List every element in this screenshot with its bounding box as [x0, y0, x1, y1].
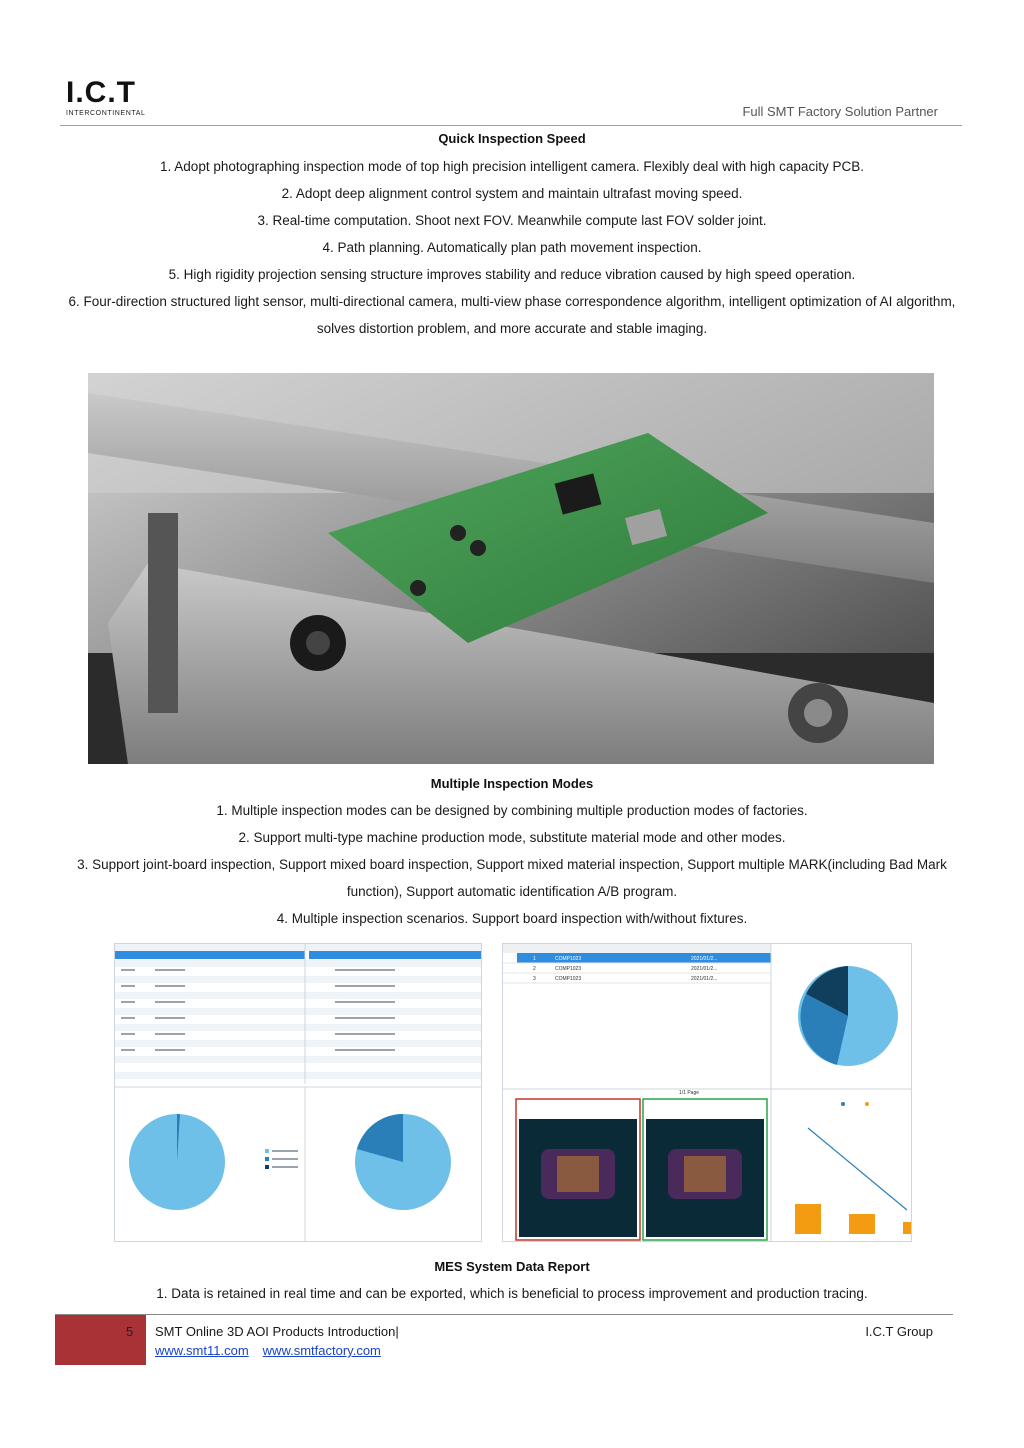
row-3-date: 2021/01/2... [691, 976, 718, 982]
link-smt11[interactable]: www.smt11.com [155, 1343, 249, 1358]
footer-divider [55, 1314, 953, 1315]
row-2-name: COMP1023 [555, 966, 582, 972]
list-item: 1. Multiple inspection modes can be designed by combining multiple production modes of factories. [216, 803, 808, 818]
link-smtfactory[interactable]: www.smtfactory.com [262, 1343, 381, 1358]
section-title-mes: MES System Data Report [434, 1259, 590, 1274]
company-logo [66, 78, 176, 122]
footer-accent-block [55, 1315, 146, 1365]
row-1-id: 1 [533, 956, 536, 962]
section-modes-text [60, 797, 964, 932]
row-2-id: 2 [533, 966, 536, 972]
mes-report-screenshot-1 [114, 943, 482, 1242]
mes-report-screenshot-2 [502, 943, 912, 1242]
list-item: 4. Path planning. Automatically plan path movement inspection. [322, 240, 702, 255]
row-3-id: 3 [533, 976, 536, 982]
list-item: 1. Data is retained in real time and can be exported, which is beneficial to process improvement and production tracing. [156, 1286, 868, 1301]
list-item: 2. Support multi-type machine production mode, substitute material mode and other modes. [238, 830, 786, 845]
logo-subtitle: INTERCONTINENTAL [66, 110, 146, 117]
pie1-legend [265, 1149, 298, 1169]
section-title-speed: Quick Inspection Speed [438, 131, 586, 146]
logo-text: I.C.T [66, 76, 136, 109]
section-title-modes: Multiple Inspection Modes [430, 776, 594, 791]
list-item: 4. Multiple inspection scenarios. Support board inspection with/without fixtures. [276, 911, 748, 926]
footer-doc-title: SMT Online 3D AOI Products Introduction| [155, 1324, 399, 1339]
row-1-name: COMP1023 [555, 956, 582, 962]
row-1-date: 2021/01/2... [691, 956, 718, 962]
header-divider [60, 125, 962, 126]
section-speed-text [60, 153, 964, 342]
aoi-machine-photo [88, 373, 934, 764]
section-mes-text [60, 1280, 964, 1307]
list-item: 2. Adopt deep alignment control system and maintain ultrafast moving speed. [281, 186, 743, 201]
pager-label: 1/1 Page [679, 1090, 700, 1096]
row-2-date: 2021/01/2... [691, 966, 718, 972]
list-item: 5. High rigidity projection sensing structure improves stability and reduce vibration caused by high speed operation. [168, 267, 856, 282]
page-number: 5 [126, 1324, 134, 1339]
list-item: 6. Four-direction structured light sensor, multi-directional camera, multi-view phase correspondence algorithm, intelligent optimization of AI algorithm, solves distortion problem, and more accurate and stable imaging. [68, 294, 956, 336]
footer-links [155, 1343, 395, 1358]
row-3-name: COMP1023 [555, 976, 582, 982]
list-item: 3. Real-time computation. Shoot next FOV. Meanwhile compute last FOV solder joint. [257, 213, 767, 228]
list-item: 3. Support joint-board inspection, Support mixed board inspection, Support mixed material inspection, Support multiple MARK(including Bad Mark function), Support automatic identification A/B program. [77, 857, 947, 899]
list-item: 1. Adopt photographing inspection mode of top high precision intelligent camera. Flexibly deal with high capacity PCB. [160, 159, 864, 174]
header-tagline: Full SMT Factory Solution Partner [742, 104, 938, 119]
footer-company: I.C.T Group [865, 1324, 933, 1339]
